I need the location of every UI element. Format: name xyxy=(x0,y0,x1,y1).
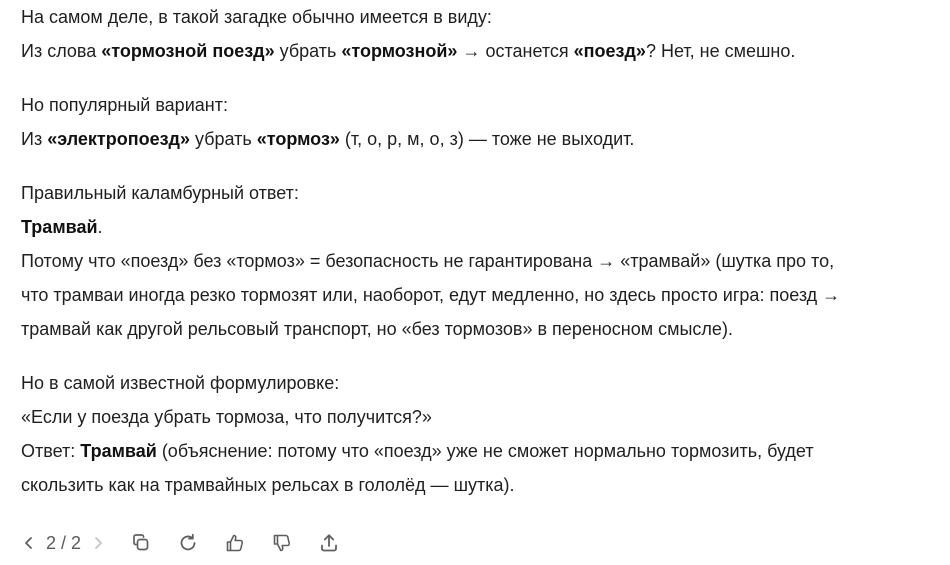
bold-text: «тормоз» xyxy=(256,129,340,149)
previous-response-button[interactable] xyxy=(18,529,40,557)
text: «Если у поезда убрать тормоза, что получится?» xyxy=(21,407,432,427)
message-line xyxy=(21,434,941,468)
message-line xyxy=(21,244,941,278)
dislike-button[interactable] xyxy=(267,528,297,558)
text: трамвай как другой рельсовый транспорт, но «без тормозов» в переносном смысле). xyxy=(21,319,733,339)
message-line xyxy=(21,366,941,400)
text: Правильный каламбурный ответ: xyxy=(21,183,299,203)
text: . xyxy=(97,217,103,237)
text: Потому что «поезд» без «тормоз» = безопасность не гарантирована → «трамвай» (шутка про то, xyxy=(21,251,835,271)
message-line xyxy=(21,0,941,34)
text: Из слова xyxy=(21,41,102,61)
text: ? Нет, не смешно. xyxy=(645,41,796,61)
share-icon xyxy=(318,532,340,554)
copy-icon xyxy=(130,532,152,554)
text: На самом деле, в такой загадке обычно имеется в виду: xyxy=(21,7,492,27)
paragraph-3 xyxy=(21,176,941,346)
chevron-right-icon xyxy=(91,535,105,551)
bold-text: «тормозной» xyxy=(341,41,458,61)
message-line xyxy=(21,122,941,156)
text: Из xyxy=(21,129,48,149)
response-pager: 2 / 2 xyxy=(46,532,82,553)
message-line xyxy=(21,312,941,346)
share-button[interactable] xyxy=(314,528,344,558)
paragraph-4 xyxy=(21,366,941,502)
copy-button[interactable] xyxy=(126,528,156,558)
text: убрать xyxy=(190,129,257,149)
bold-text: «тормозной поезд» xyxy=(101,41,275,61)
message-line xyxy=(21,400,941,434)
message-line xyxy=(21,34,941,68)
message-line xyxy=(21,278,941,312)
bold-text: «электропоезд» xyxy=(47,129,190,149)
paragraph-2 xyxy=(21,88,941,156)
text: скользить как на трамвайных рельсах в гололёд — шутка). xyxy=(21,475,515,495)
next-response-button[interactable] xyxy=(87,529,109,557)
paragraph-1 xyxy=(21,0,941,68)
bold-text: Трамвай xyxy=(80,441,157,461)
regenerate-icon xyxy=(177,532,199,554)
message-line xyxy=(21,468,941,502)
bold-text: «поезд» xyxy=(573,41,646,61)
text: что трамваи иногда резко тормозят или, наоборот, едут медленно, но здесь просто игра: поезд → xyxy=(21,285,841,305)
message-actions-toolbar xyxy=(18,528,344,558)
text: Ответ: xyxy=(21,441,81,461)
thumbs-up-icon xyxy=(224,532,246,554)
text: Но популярный вариант: xyxy=(21,95,228,115)
message-line xyxy=(21,88,941,122)
assistant-message xyxy=(21,0,941,502)
text: убрать xyxy=(274,41,342,61)
message-line xyxy=(21,210,941,244)
text: Но в самой известной формулировке: xyxy=(21,373,340,393)
regenerate-button[interactable] xyxy=(173,528,203,558)
chevron-left-icon xyxy=(22,535,36,551)
text: (т, о, р, м, о, з) — тоже не выходит. xyxy=(339,129,635,149)
text: → останется xyxy=(457,41,574,61)
thumbs-down-icon xyxy=(271,532,293,554)
text: (объяснение: потому что «поезд» уже не сможет нормально тормозить, будет xyxy=(156,441,814,461)
bold-text: Трамвай xyxy=(21,217,98,237)
like-button[interactable] xyxy=(220,528,250,558)
message-line xyxy=(21,176,941,210)
